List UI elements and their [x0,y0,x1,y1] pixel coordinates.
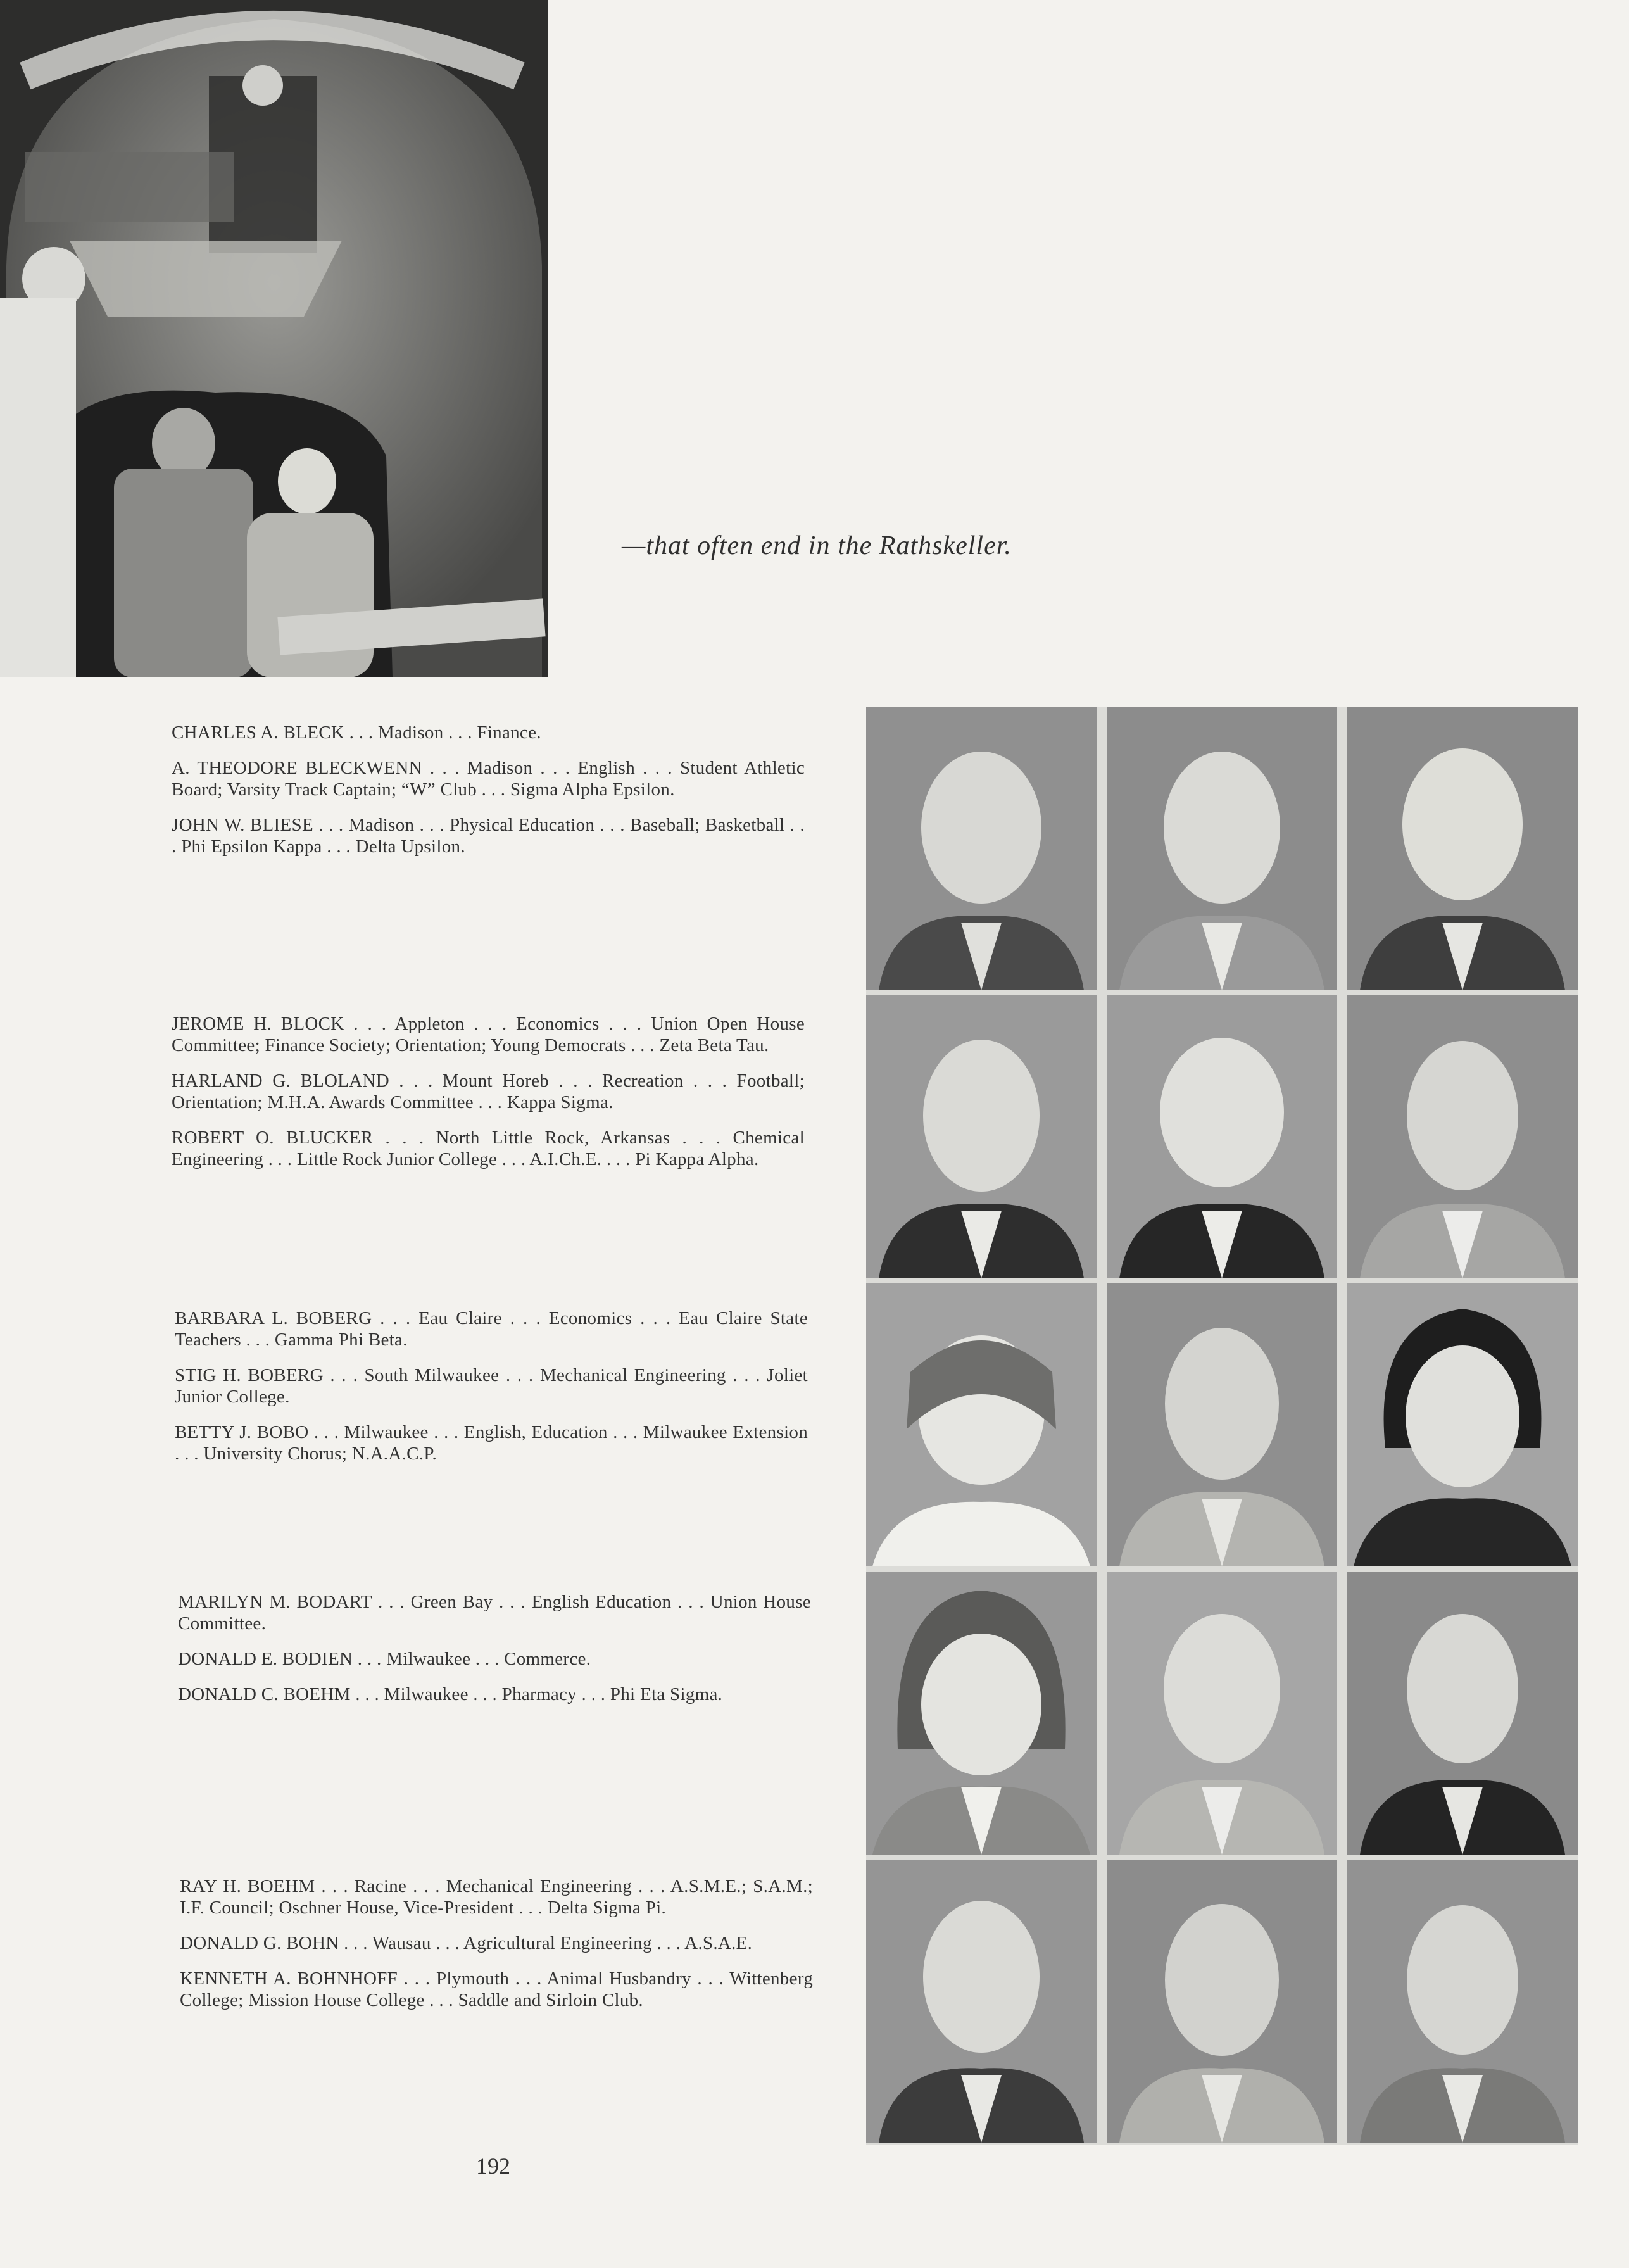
rathskeller-photo [0,0,548,677]
portrait-photo [1107,995,1337,1278]
portrait-row [866,707,1578,990]
bio-entry: STIG H. BOBERG . . . South Milwaukee . . . Mechanical Engineering . . . Joliet Junior College. [175,1365,808,1407]
portrait-grid [866,707,1578,2145]
portrait-photo [1107,1283,1337,1566]
bio-entry: HARLAND G. BLOLAND . . . Mount Horeb . . . Recreation . . . Football; Orientation; M.H.A. Awards Committee . . . Kappa Sigma. [172,1071,805,1112]
bio-entry: A. THEODORE BLECKWENN . . . Madison . . . English . . . Student Athletic Board; Varsity Track Captain; “W” Club . . . Sigma Alpha Epsilon. [172,758,805,800]
bio-group [180,1875,813,2025]
portrait-photo [866,995,1097,1278]
portrait-photo [1347,1283,1578,1566]
portrait-row [866,1860,1578,2143]
portrait-row [866,995,1578,1278]
portrait-photo [1107,707,1337,990]
portrait-photo [1107,1860,1337,2143]
bio-group [172,722,805,871]
bio-entry: CHARLES A. BLECK . . . Madison . . . Finance. [172,722,541,743]
bio-entry: KENNETH A. BOHNHOFF . . . Plymouth . . . Animal Husbandry . . . Wittenberg College; Mission House College . . . Saddle and Sirloin Club. [180,1969,813,2010]
portrait-row [866,1283,1578,1566]
bio-group [175,1307,808,1478]
bio-entry: RAY H. BOEHM . . . Racine . . . Mechanical Engineering . . . A.S.M.E.; S.A.M.; I.F. Council; Oschner House, Vice-President . . . Delta Sigma Pi. [180,1876,813,1918]
bio-entry: BARBARA L. BOBERG . . . Eau Claire . . . Economics . . . Eau Claire State Teachers . . . Gamma Phi Beta. [175,1308,808,1350]
page-number: 192 [476,2153,510,2179]
portrait-photo [866,1572,1097,1855]
portrait-photo [1347,707,1578,990]
portrait-photo [1347,995,1578,1278]
bio-group [178,1591,811,1719]
portrait-photo [866,707,1097,990]
bio-group [172,1013,805,1184]
bio-entry: JOHN W. BLIESE . . . Madison . . . Physical Education . . . Baseball; Basketball . . . Phi Epsilon Kappa . . . Delta Upsilon. [172,815,805,857]
portrait-photo [866,1283,1097,1566]
bio-entry: MARILYN M. BODART . . . Green Bay . . . English Education . . . Union House Committee. [178,1592,811,1634]
portrait-row [866,1572,1578,1855]
bio-entry: DONALD C. BOEHM . . . Milwaukee . . . Pharmacy . . . Phi Eta Sigma. [178,1684,723,1704]
photo-caption: —that often end in the Rathskeller. [622,531,1012,560]
bio-entry: JEROME H. BLOCK . . . Appleton . . . Economics . . . Union Open House Committee; Finance Society; Orientation; Young Democrats . . . Zeta Beta Tau. [172,1014,805,1055]
portrait-photo [866,1860,1097,2143]
bio-entry: DONALD G. BOHN . . . Wausau . . . Agricultural Engineering . . . A.S.A.E. [180,1933,753,1953]
portrait-photo [1347,1860,1578,2143]
portrait-photo [1347,1572,1578,1855]
bio-entry: BETTY J. BOBO . . . Milwaukee . . . English, Education . . . Milwaukee Extension . . . University Chorus; N.A.A.C.P. [175,1422,808,1464]
portrait-photo [1107,1572,1337,1855]
bio-entry: ROBERT O. BLUCKER . . . North Little Rock, Arkansas . . . Chemical Engineering . . . Little Rock Junior College . . . A.I.Ch.E. . . . Pi Kappa Alpha. [172,1128,805,1169]
bio-entry: DONALD E. BODIEN . . . Milwaukee . . . Commerce. [178,1649,591,1669]
